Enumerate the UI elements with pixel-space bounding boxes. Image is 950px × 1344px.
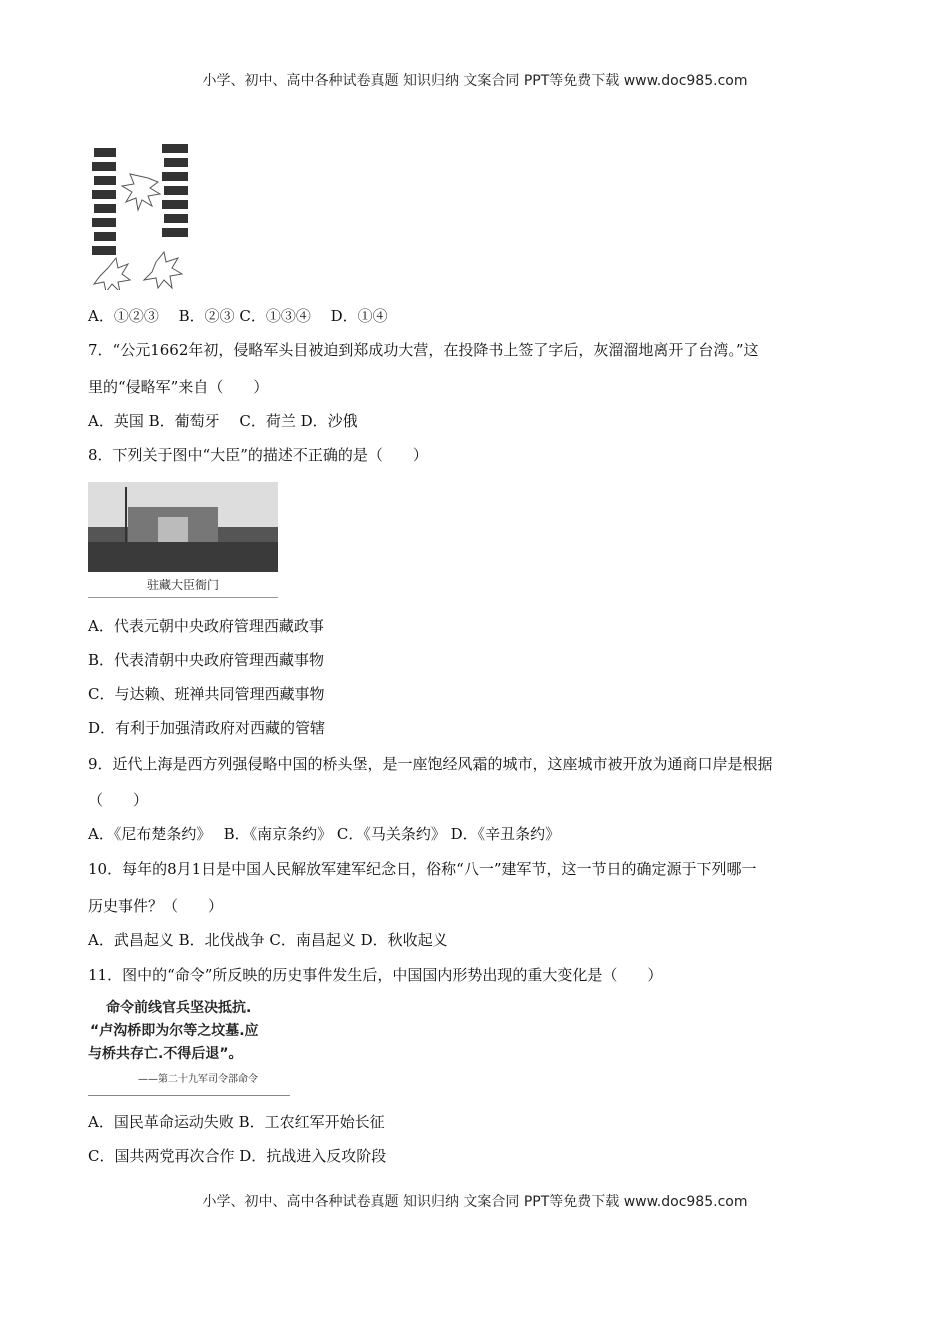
firecrackers-image xyxy=(88,140,206,290)
q7-options: A．英国 B．葡萄牙 C．荷兰 D．沙俄 xyxy=(88,412,358,430)
q9-stem-line2: （ ） xyxy=(88,791,149,809)
q6-options: A．①②③ B．②③ C．①③④ D．①④ xyxy=(88,307,388,325)
yamen-caption: 驻藏大臣衙门 xyxy=(146,578,219,592)
q8-stem: 8．下列关于图中“大臣”的描述不正确的是（ ） xyxy=(88,446,428,464)
q11-stem: 11．图中的“命令”所反映的历史事件发生后，中国国内形势出现的重大变化是（ ） xyxy=(88,966,663,984)
q8-option-d: D．有利于加强清政府对西藏的管辖 xyxy=(88,719,326,737)
page-footer: 小学、初中、高中各种试卷真题 知识归纳 文案合同 PPT等免费下载 www.doc985.com xyxy=(202,1194,748,1210)
page-header: 小学、初中、高中各种试卷真题 知识归纳 文案合同 PPT等免费下载 www.doc985.com xyxy=(202,73,748,89)
order-line-2: “卢沟桥即为尔等之坟墓.应 xyxy=(90,1023,259,1039)
order-source: ——第二十九军司令部命令 xyxy=(138,1074,258,1085)
q9-stem-line1: 9．近代上海是西方列强侵略中国的桥头堡，是一座饱经风霜的城市，这座城市被开放为通商口岸是根据 xyxy=(88,755,773,773)
q10-stem-line2: 历史事件？（ ） xyxy=(88,897,224,915)
q9-options: A．《尼布楚条约》 B．《南京条约》 C．《马关条约》 D．《辛丑条约》 xyxy=(88,825,561,843)
q8-option-a: A．代表元朝中央政府管理西藏政事 xyxy=(88,617,324,635)
building-photo-icon xyxy=(88,482,278,572)
order-image xyxy=(88,995,290,1096)
q8-option-b: B．代表清朝中央政府管理西藏事物 xyxy=(88,651,325,669)
q11-options-line2: C．国共两党再次合作 D．抗战进入反攻阶段 xyxy=(88,1147,387,1165)
firecrackers-icon xyxy=(88,140,206,290)
q10-options: A．武昌起义 B．北伐战争 C．南昌起义 D．秋收起义 xyxy=(88,931,448,949)
q7-stem-line1: 7．“公元1662年初，侵略军头目被迫到郑成功大营，在投降书上签了字后，灰溜溜地离开了台湾。”这 xyxy=(88,341,759,359)
order-line-3: 与桥共存亡.不得后退”。 xyxy=(88,1046,243,1062)
yamen-photo xyxy=(88,482,278,598)
q10-stem-line1: 10．每年的8月1日是中国人民解放军建军纪念日，俗称“八一”建军节，这一节日的确定源于下列哪一 xyxy=(88,860,757,878)
order-line-1: 命令前线官兵坚决抵抗. xyxy=(106,1000,252,1016)
q7-stem-line2: 里的“侵略军”来自（ ） xyxy=(88,378,269,396)
q11-options-line1: A．国民革命运动失败 B．工农红军开始长征 xyxy=(88,1113,385,1131)
q8-option-c: C．与达赖、班禅共同管理西藏事物 xyxy=(88,685,325,703)
